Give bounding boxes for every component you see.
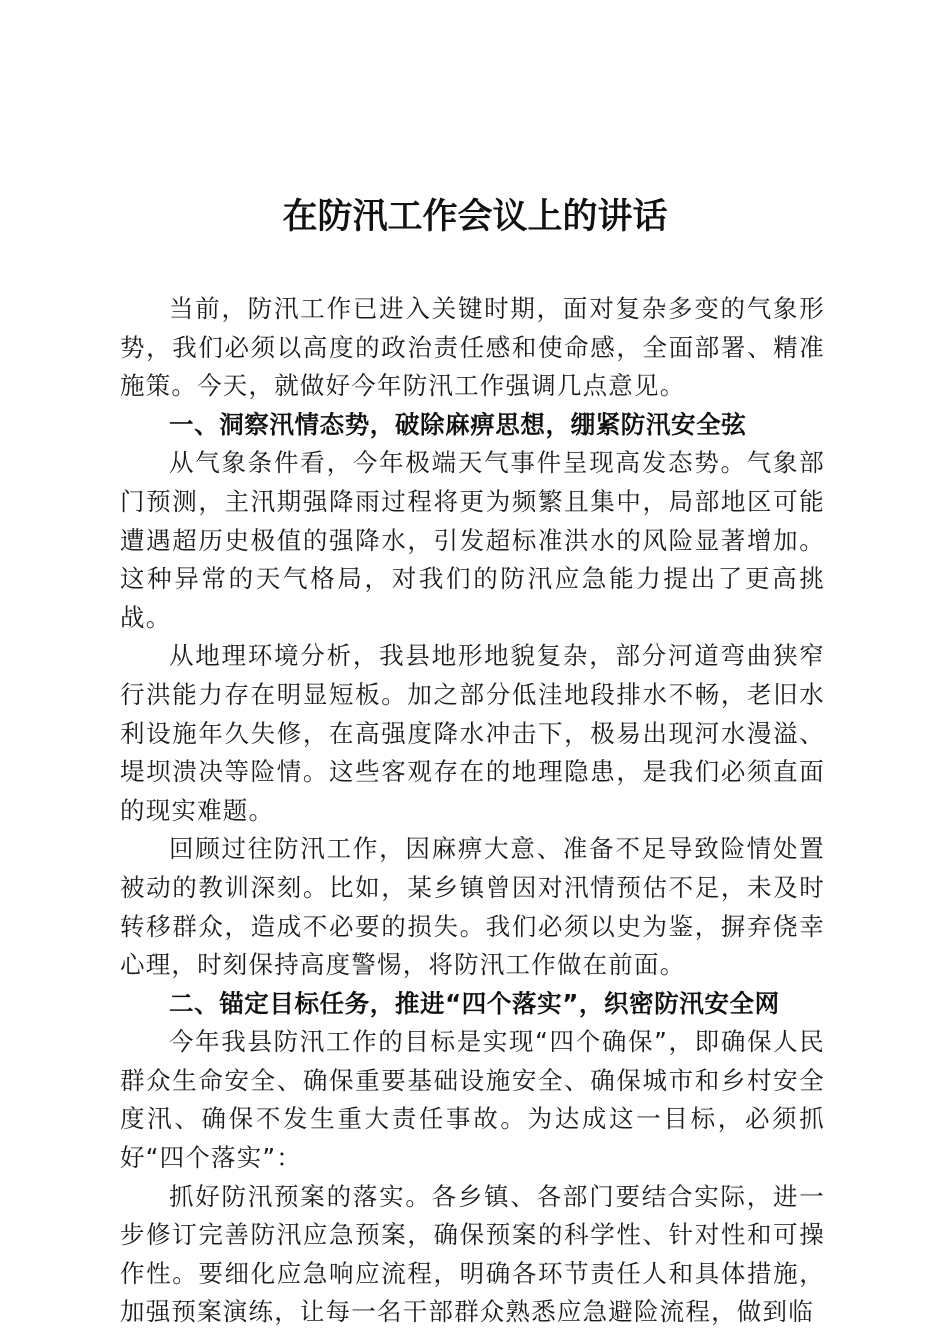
intro-paragraph: 当前，防汛工作已进入关键时期，面对复杂多变的气象形势，我们必须以高度的政治责任感和使命感，全面部署、精准施策。今天，就做好今年防汛工作强调几点意见。 (120, 294, 825, 401)
section-1-heading: 一、洞察汛情态势，破除麻痹思想，绷紧防汛安全弦 (169, 409, 747, 439)
section-2-heading: 二、锚定目标任务，推进“四个落实”，织密防汛安全网 (169, 988, 780, 1018)
document-title: 在防汛工作会议上的讲话 (282, 196, 668, 237)
section-2-paragraph: 抓好防汛预案的落实。各乡镇、各部门要结合实际，进一步修订完善防汛应急预案，确保预案的科学性、针对性和可操作性。要细化应急响应流程，明确各环节责任人和具体措施，加强预案演练，让每一名干部群众熟悉应急避险流程，做到临 (120, 1181, 825, 1327)
section-1-paragraph: 回顾过往防汛工作，因麻痹大意、准备不足导致险情处置被动的教训深刻。比如，某乡镇曾因对汛情预估不足，未及时转移群众，造成不必要的损失。我们必须以史为鉴，摒弃侥幸心理，时刻保持高度警惕，将防汛工作做在前面。 (120, 834, 825, 980)
section-1-paragraph: 从地理环境分析，我县地形地貌复杂，部分河道弯曲狭窄行洪能力存在明显短板。加之部分低洼地段排水不畅，老旧水利设施年久失修，在高强度降水冲击下，极易出现河水漫溢、堤坝溃决等险情。这些客观存在的地理隐患，是我们必须直面的现实难题。 (120, 641, 825, 825)
section-2-paragraph: 今年我县防汛工作的目标是实现“四个确保”，即确保人民群众生命安全、确保重要基础设施安全、确保城市和乡村安全度汛、确保不发生重大责任事故。为达成这一目标，必须抓好“四个落实”： (120, 1027, 825, 1173)
section-1-paragraph: 从气象条件看，今年极端天气事件呈现高发态势。气象部门预测，主汛期强降雨过程将更为频繁且集中，局部地区可能遭遇超历史极值的强降水，引发超标准洪水的风险显著增加。这种异常的天气格局，对我们的防汛应急能力提出了更高挑战。 (120, 448, 825, 632)
document-body (120, 290, 825, 1332)
